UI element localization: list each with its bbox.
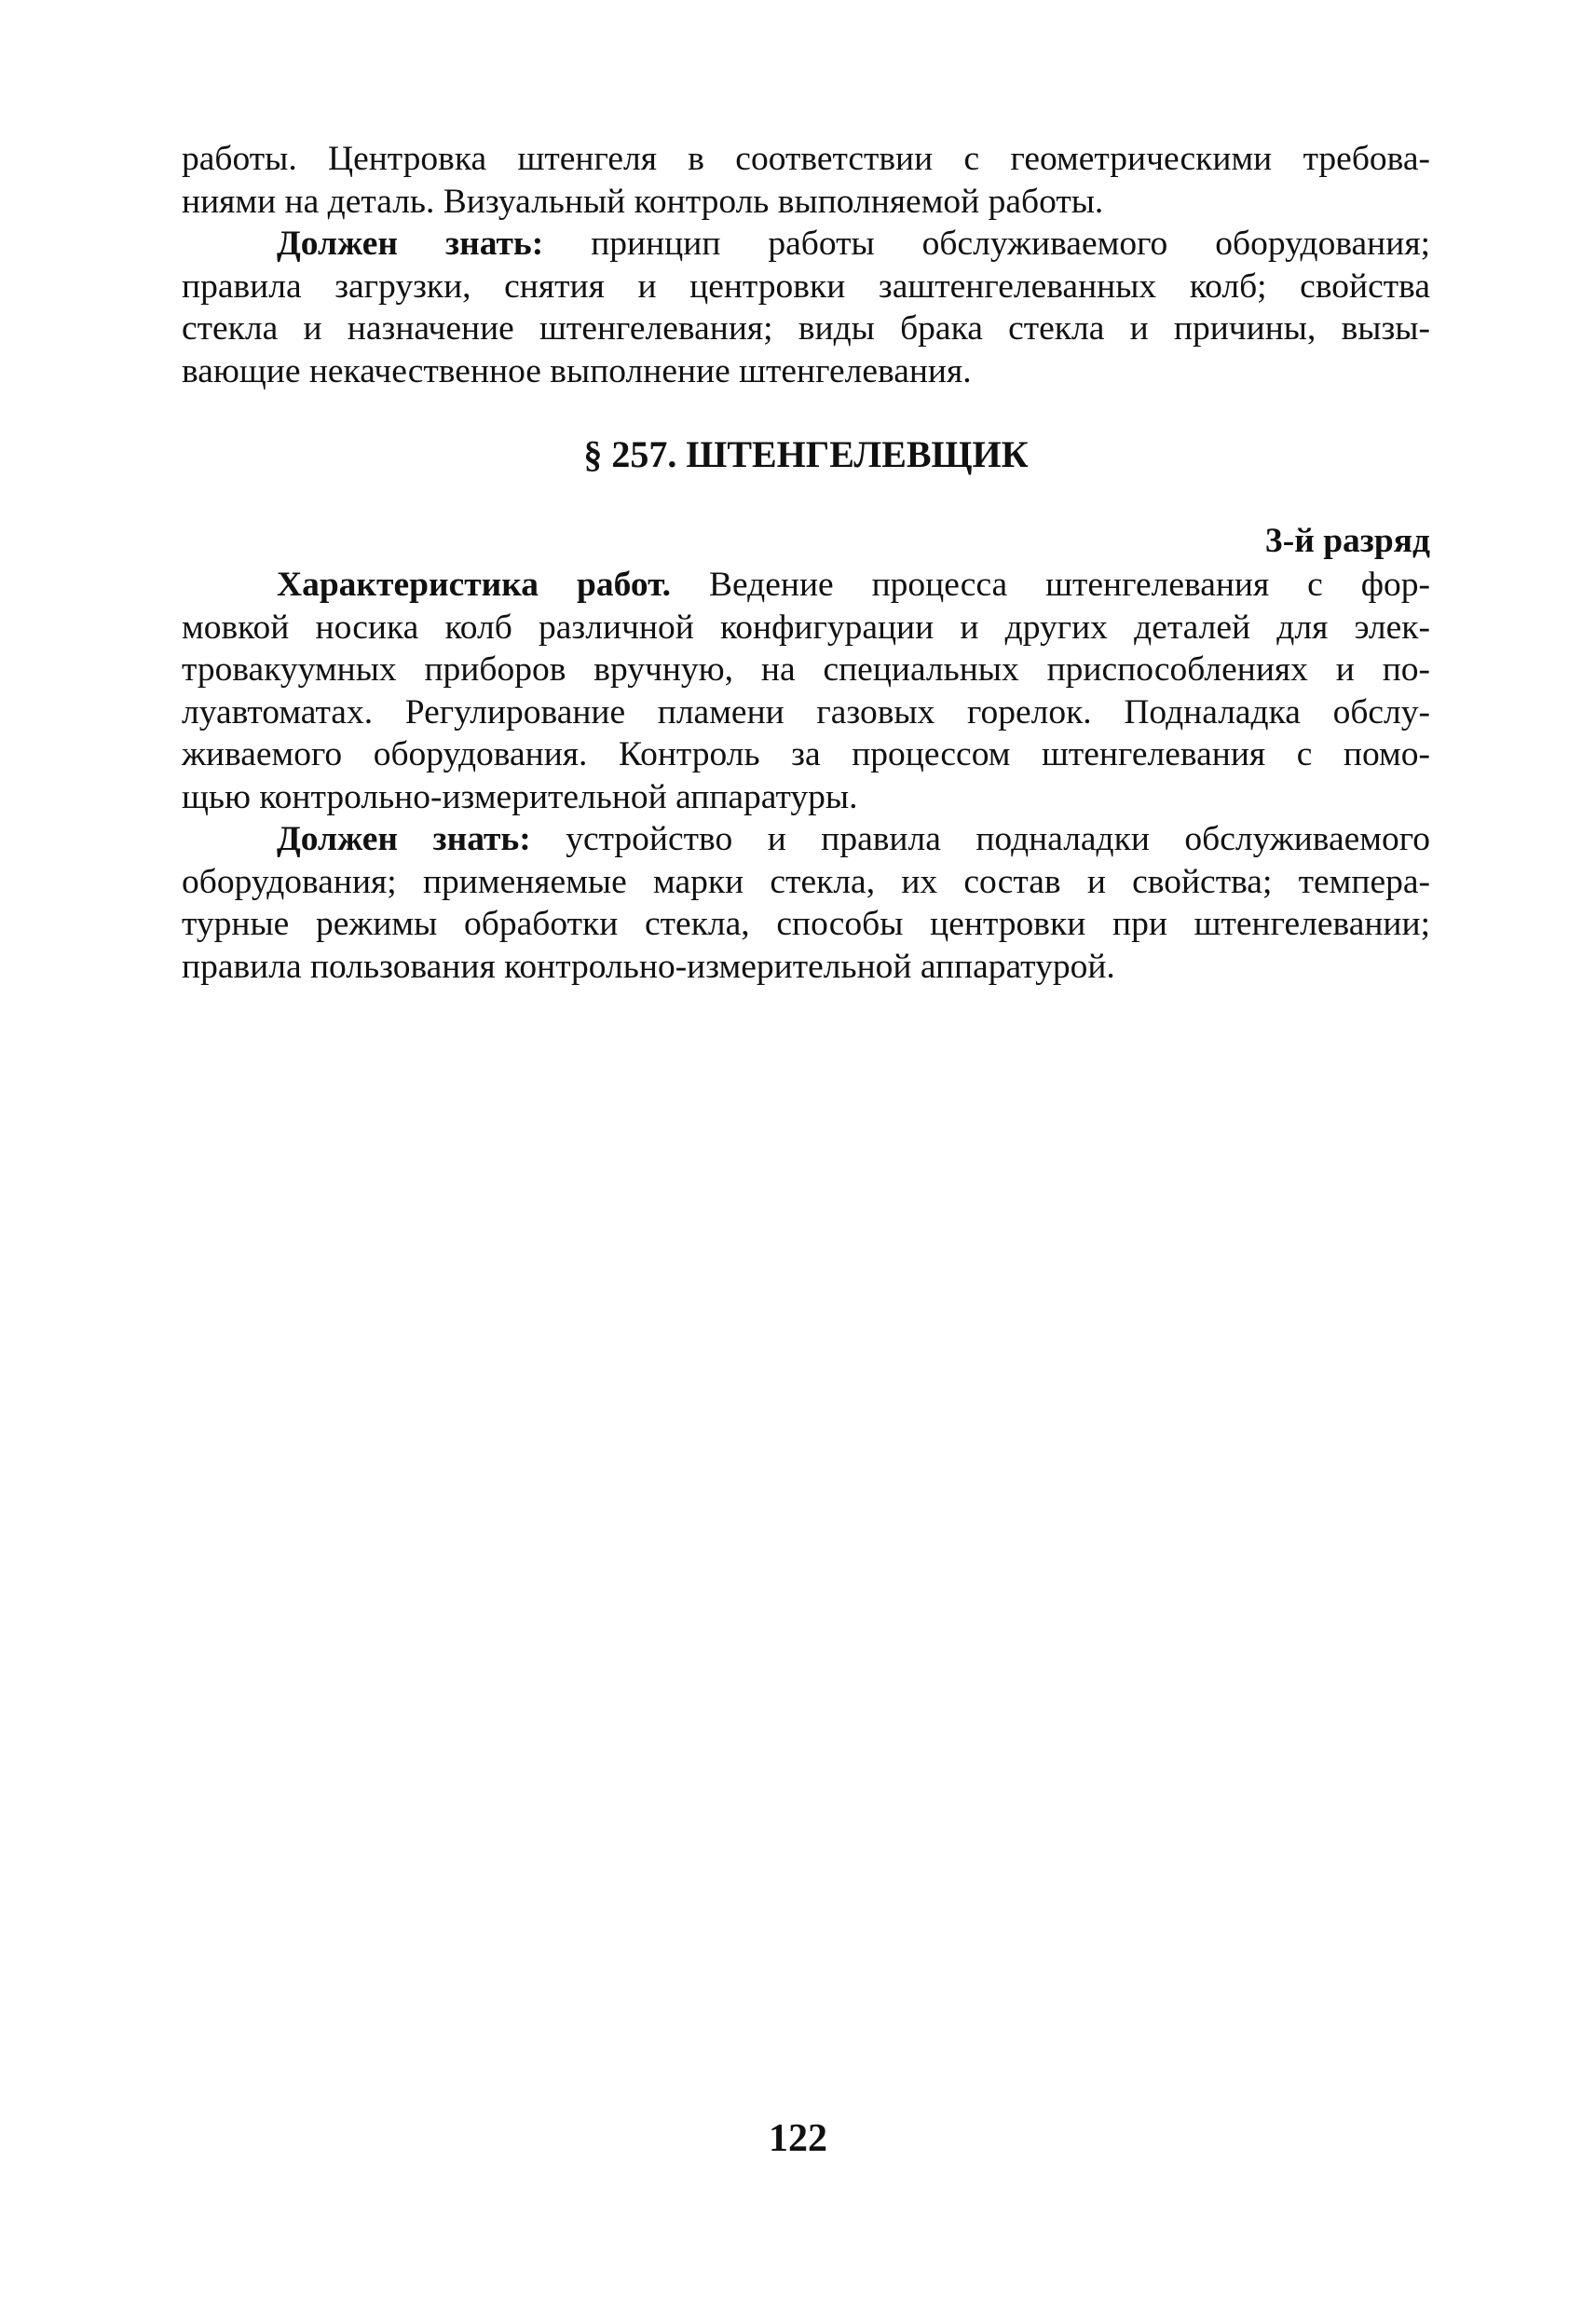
knowledge-label: Должен знать: (277, 820, 531, 858)
text-line: мовкой носика колб различной конфигурации и других деталей для элек- (182, 608, 1430, 647)
text-line (182, 818, 1430, 861)
page-number: 122 (769, 2117, 827, 2160)
text-fragment: Ведение процесса штенгелевания с фор- (671, 566, 1431, 604)
knowledge-paragraph-2 (182, 818, 1430, 988)
text-line: правила пользования контрольно-измерительной аппаратурой. (182, 947, 1115, 986)
section-heading: § 257. ШТЕНГЕЛЕВЩИК (583, 433, 1029, 475)
text-fragment: принцип работы обслуживаемого оборудования; (543, 225, 1430, 263)
knowledge-label: Должен знать: (277, 225, 544, 263)
text-line: тровакуумных приборов вручную, на специальных приспособлениях и по- (182, 650, 1430, 689)
characteristics-paragraph (182, 564, 1430, 818)
text-line: ниями на деталь. Визуальный контроль выполняемой работы. (182, 182, 1104, 221)
intro-paragraph (182, 138, 1430, 223)
rank-label: 3-й разряд (1264, 522, 1430, 560)
text-fragment: устройство и правила подналадки обслуживаемого (530, 820, 1430, 858)
text-line (182, 564, 1430, 607)
text-line: оборудования; применяемые марки стекла, их состав и свойства; темпера- (182, 862, 1430, 901)
text-line: турные режимы обработки стекла, способы центровки при штенгелевании; (182, 905, 1430, 943)
characteristics-label: Характеристика работ. (277, 566, 672, 604)
text-line: живаемого оборудования. Контроль за процессом штенгелевания с помо- (182, 735, 1430, 773)
text-line: стекла и назначение штенгелевания; виды брака стекла и причины, вызы- (182, 309, 1430, 348)
text-line (182, 223, 1430, 266)
text-line: правила загрузки, снятия и центровки заштенгелеванных колб; свойства (182, 267, 1430, 306)
text-line: работы. Центровка штенгеля в соответствии с геометрическими требова- (182, 140, 1430, 178)
knowledge-paragraph-1 (182, 223, 1430, 392)
text-line: вающие некачественное выполнение штенгелевания. (182, 351, 972, 390)
page-body (182, 138, 1430, 988)
text-line: щью контрольно-измерительной аппаратуры. (182, 777, 858, 816)
text-line: луавтоматах. Регулирование пламени газовых горелок. Подналадка обслу- (182, 692, 1430, 732)
